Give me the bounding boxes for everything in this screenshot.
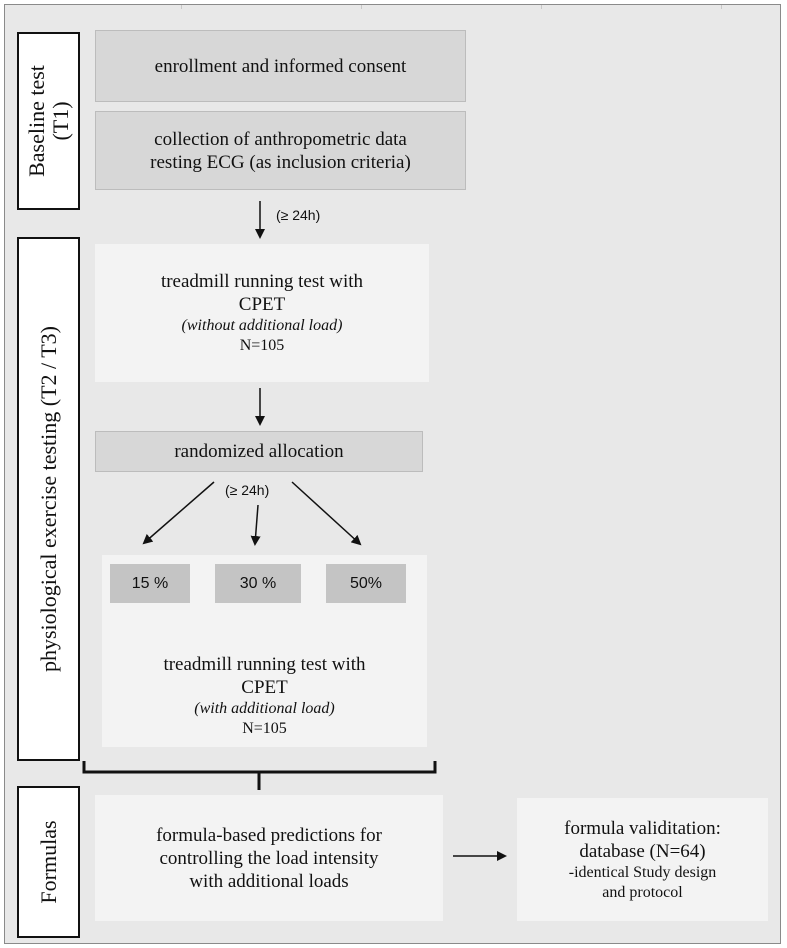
load-chip-50: 50% — [326, 564, 406, 603]
load-chip-15: 15 % — [110, 564, 190, 603]
validation-text-3: -identical Study design — [568, 863, 717, 881]
randomized-text: randomized allocation — [174, 441, 344, 462]
validation-text-4: and protocol — [602, 883, 683, 901]
cpet2-text-2: CPET — [241, 677, 288, 698]
cpet2-n: N=105 — [242, 720, 287, 737]
cpet1-note: (without additional load) — [181, 317, 343, 334]
arrow-to-30 — [255, 505, 258, 544]
bracket-connector — [84, 761, 435, 772]
cpet1-text-2: CPET — [238, 294, 286, 315]
arrow-to-50 — [292, 482, 360, 544]
enrollment-text: enrollment and informed consent — [154, 55, 407, 77]
arrow-to-15 — [144, 482, 214, 543]
validation-text-1: formula validitation: — [564, 817, 721, 839]
cpet1-n: N=105 — [239, 337, 285, 354]
phase-formulas-label: Formulas — [35, 820, 61, 904]
collection-text-1: collection of anthropometric data — [154, 128, 407, 150]
phase-baseline-label: Baseline test (T1) — [23, 65, 73, 177]
cpet2-text-1: treadmill running test with — [163, 654, 366, 675]
cpet2-note: (with additional load) — [194, 700, 335, 717]
interval-label-2: (≥ 24h) — [225, 482, 270, 498]
load-chip-30: 30 % — [215, 564, 301, 603]
interval-label-1: (≥ 24h) — [276, 207, 321, 223]
validation-text-2: database (N=64) — [579, 840, 706, 862]
predictions-text-1: formula-based predictions for — [156, 824, 382, 846]
predictions-text-2: controlling the load intensity — [159, 847, 379, 869]
collection-text-2: resting ECG (as inclusion criteria) — [150, 151, 411, 173]
phase-physiological-label: physiological exercise testing (T2 / T3) — [35, 325, 61, 673]
predictions-text-3: with additional loads — [189, 870, 349, 892]
cpet1-text-1: treadmill running test with — [160, 271, 364, 292]
